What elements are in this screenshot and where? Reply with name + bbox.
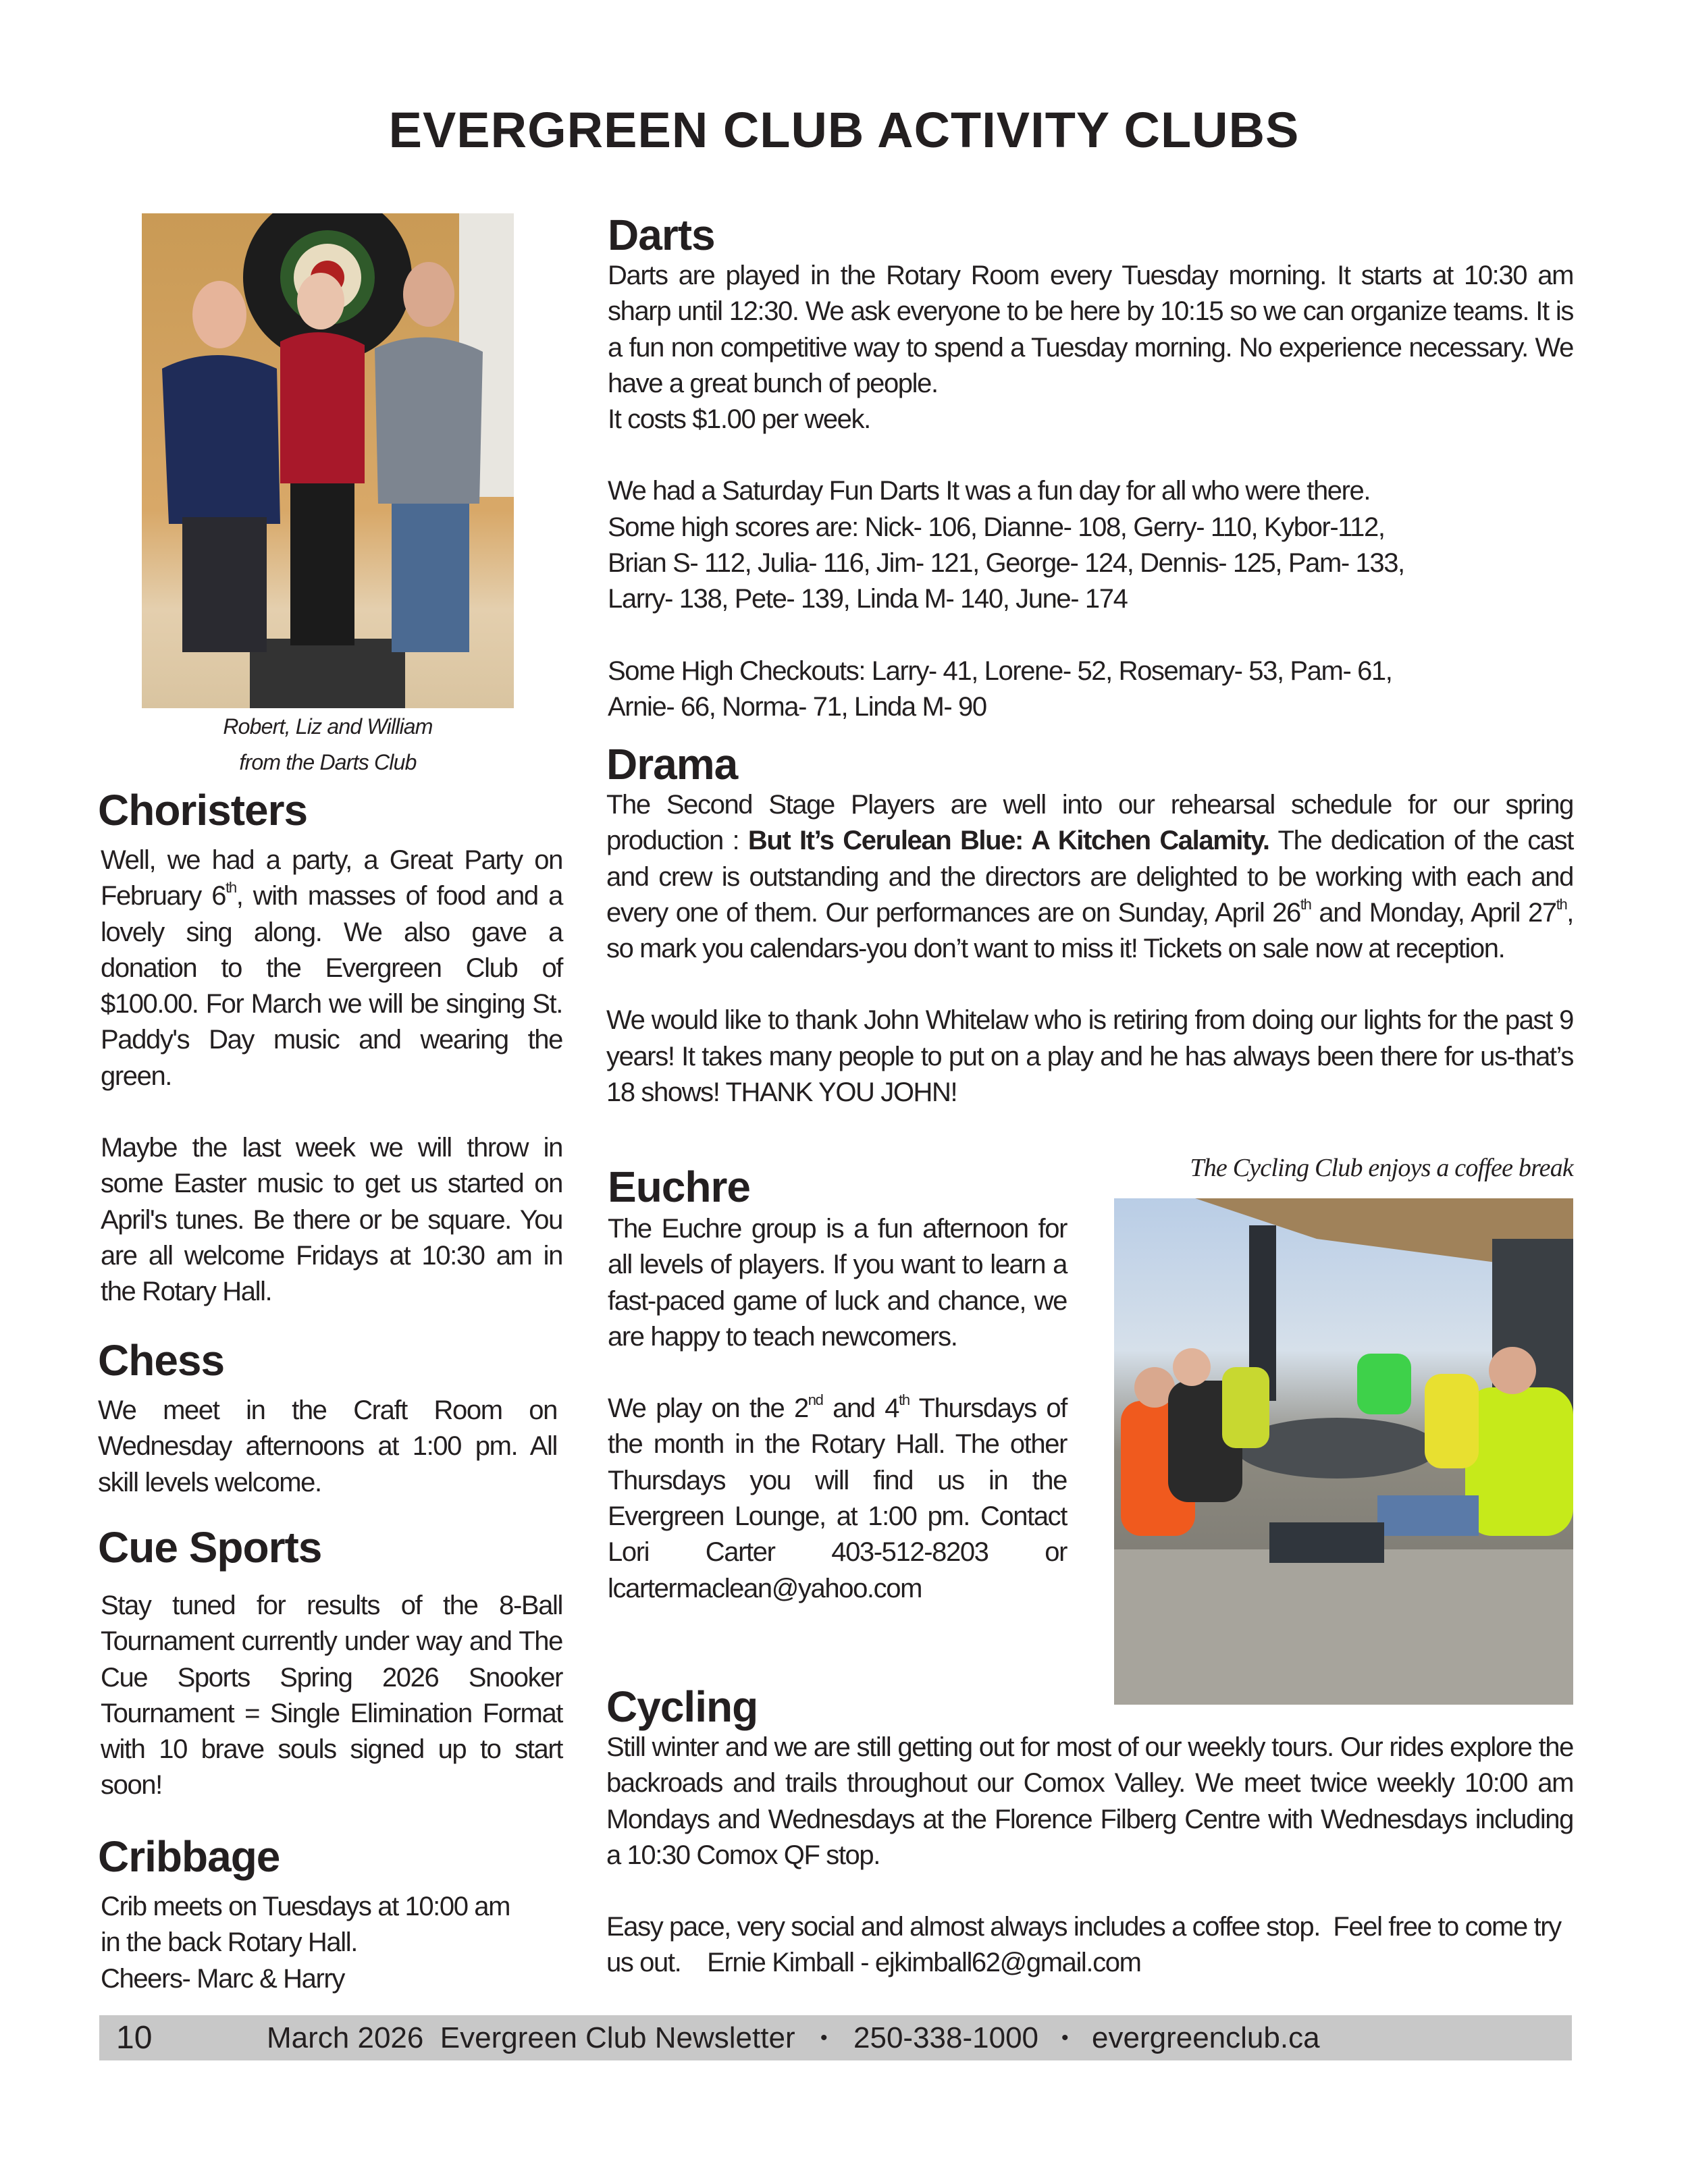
euchre-paragraph	[608, 1391, 1067, 1607]
play-title: But It’s Cerulean Blue: A Kitchen Calamity.	[747, 826, 1269, 856]
superscript: nd	[808, 1391, 823, 1409]
cribbage-line: Cheers- Marc & Harry	[101, 1963, 344, 1994]
darts-section	[608, 208, 1573, 725]
superscript: th	[1300, 895, 1311, 913]
cue-sports-paragraph: Stay tuned for results of the 8-Ball Tournament currently under way and The Cue Sports Spring 2026 Snooker Tournament = Single Elimination Format with 10 brave souls signed up to start soon!	[101, 1591, 562, 1801]
chess-section	[98, 1333, 557, 1501]
euchre-paragraph: The Euchre group is a fun afternoon for all levels of players. If you want to learn a fast-paced game of luck and chance, we are happy to teach newcomers.	[608, 1214, 1067, 1352]
cycling-paragraph: Still winter and we are still getting out for most of our weekly tours. Our rides explore the backroads and trails throughout our Comox Valley. We meet twice weekly 10:00 am Mondays and Wednesdays at the Florence Filberg Centre with Wednesdays including a 10:30 Comox QF stop.	[606, 1732, 1573, 1870]
scores-line: We had a Saturday Fun Darts It was a fun day for all who were there.	[608, 476, 1371, 506]
checkouts-line: Some High Checkouts: Larry- 41, Lorene- 52, Rosemary- 53, Pam- 61,	[608, 656, 1392, 686]
cribbage-line: in the back Rotary Hall.	[101, 1927, 357, 1958]
caption-line: from the Darts Club	[239, 750, 417, 774]
text: Thursdays of the month in the Rotary Hall. The other Thursdays you will find us in the Evergreen Lounge, at 1:00 pm. Contact Lori Carter 403-512-8203 or lcartermaclean@yahoo.com	[608, 1393, 1067, 1603]
cycling-club-photo	[1114, 1198, 1573, 1705]
drama-section	[606, 737, 1573, 1111]
footer-separator: •	[1061, 2027, 1069, 2049]
drama-paragraph	[606, 787, 1573, 967]
footer-newsletter: March 2026 Evergreen Club Newsletter	[267, 2021, 795, 2054]
darts-heading: Darts	[608, 211, 715, 259]
footer-phone: 250-338-1000	[853, 2021, 1039, 2054]
text: and Monday, April 27	[1311, 897, 1556, 928]
cue-sports-section	[98, 1520, 562, 1804]
footer-website[interactable]: evergreenclub.ca	[1092, 2021, 1320, 2054]
text: , with masses of food and a lovely sing along. We also gave a donation to the Evergreen Club of $100.00. For March we will be singing St. Paddy's Day music and wearing the green.	[101, 881, 562, 1091]
page-number: 10	[116, 2020, 153, 2056]
scores-line: Brian S- 112, Julia- 116, Jim- 121, George- 124, Dennis- 125, Pam- 133,	[608, 548, 1404, 579]
euchre-heading: Euchre	[608, 1163, 750, 1211]
text: The dedication of the cast and crew is outstanding and the directors are delighted to be working with each and every one of them. Our performances are on Sunday, April 26	[606, 826, 1573, 928]
darts-scores	[608, 473, 1573, 617]
text: We play on the 2	[608, 1393, 808, 1424]
chess-heading: Chess	[98, 1336, 225, 1385]
cribbage-line: Crib meets on Tuesdays at 10:00 am	[101, 1892, 510, 1921]
darts-paragraph: Darts are played in the Rotary Room every Tuesday morning. It starts at 10:30 am sharp until 12:30. We ask everyone to be here by 10:15 so we can organize teams. It is a fun non competitive way to spend a Tuesday morning. No experience necessary. We have a great bunch of people.	[608, 261, 1573, 398]
cue-sports-heading: Cue Sports	[98, 1523, 322, 1572]
caption-line: Robert, Liz and William	[223, 714, 433, 739]
choristers-paragraph: Maybe the last week we will throw in some Easter music to get us started on April's tunes. Be there or be square. You are all welcome Fridays at 10:30 am in the Rotary Hall.	[101, 1133, 562, 1307]
darts-photo-caption	[142, 709, 514, 780]
cycling-section	[606, 1680, 1573, 1981]
cycling-photo-caption: The Cycling Club enjoys a coffee break	[1190, 1154, 1573, 1182]
drama-paragraph: We would like to thank John Whitelaw who is retiring from doing our lights for the past 9 years! It takes many people to put on a play and he has always been there for us-that’s 18 shows! THANK YOU JOHN!	[606, 1005, 1573, 1108]
text: The Second Stage Players are well into our rehearsal schedule for our spring production :	[606, 790, 1573, 856]
euchre-section	[608, 1160, 1067, 1607]
chess-paragraph: We meet in the Craft Room on Wednesday afternoons at 1:00 pm. All skill levels welcome.	[98, 1395, 557, 1497]
footer-separator: •	[820, 2027, 828, 2049]
cycling-heading: Cycling	[606, 1682, 758, 1731]
cribbage-heading: Cribbage	[98, 1832, 280, 1881]
choristers-heading: Choristers	[98, 786, 308, 834]
darts-checkouts	[608, 654, 1573, 726]
choristers-paragraph	[98, 843, 562, 1094]
page-title: EVERGREEN CLUB ACTIVITY CLUBS	[388, 102, 1300, 158]
superscript: th	[899, 1391, 909, 1409]
scores-line: Larry- 138, Pete- 139, Linda M- 140, June- 174	[608, 584, 1128, 614]
cycling-paragraph: Easy pace, very social and almost always includes a coffee stop. Feel free to come try us out. Ernie Kimball - ejkimball62@gmail.com	[606, 1912, 1568, 1978]
text: , so mark you calendars-you don’t want to miss it! Tickets on sale now at reception.	[606, 897, 1574, 964]
text: and 4	[822, 1393, 899, 1424]
choristers-section	[98, 783, 562, 1310]
darts-club-photo	[142, 213, 514, 708]
text: Well, we had a party, a Great Party on February 6	[101, 845, 562, 911]
scores-line: Some high scores are: Nick- 106, Dianne- 108, Gerry- 110, Kybor-112,	[608, 512, 1385, 542]
checkouts-line: Arnie- 66, Norma- 71, Linda M- 90	[608, 691, 986, 722]
superscript: th	[226, 879, 236, 897]
cribbage-section	[98, 1830, 562, 1997]
footer-bar	[99, 2015, 1572, 2060]
darts-cost: It costs $1.00 per week.	[608, 404, 870, 435]
superscript: th	[1556, 895, 1567, 913]
drama-heading: Drama	[606, 740, 738, 789]
